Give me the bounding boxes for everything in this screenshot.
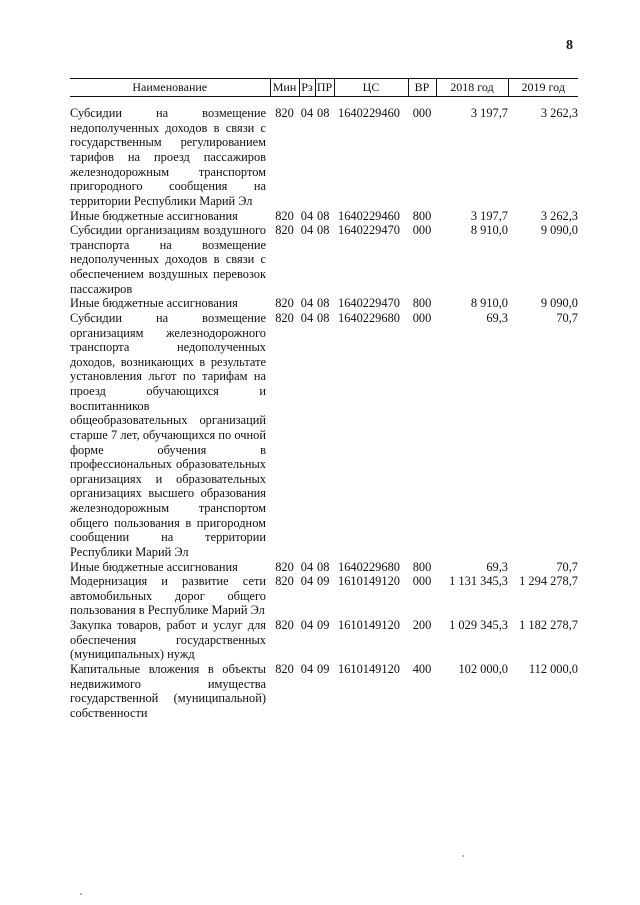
row-cs: 1610149120 bbox=[338, 661, 400, 676]
table-row bbox=[70, 97, 578, 209]
row-2019: 9 090,0 bbox=[540, 223, 578, 238]
row-name: Субсидии на возмещение организациям железнодорожного транспорта недополученных доходов, возникающих в результате установления льгот по тарифам на проезд обучающихся и воспитанников общеобразовательных организаций старше 7 лет, обучающихся по очной форме обучения в профессиональных образовательных организациях и образовательных организациях высшего образования железнодорожным транспортом общего пользования в пригородном сообщении на территории Республики Марий Эл bbox=[70, 310, 266, 559]
header-vr: ВР bbox=[408, 79, 436, 97]
row-2018: 69,3 bbox=[486, 310, 508, 325]
row-vr: 800 bbox=[412, 208, 432, 223]
row-name: Капитальные вложения в объекты недвижимого имущества государственной (муниципальной) собственности bbox=[70, 661, 266, 720]
row-pr: 08 bbox=[317, 106, 330, 121]
row-2018: 102 000,0 bbox=[458, 661, 508, 676]
row-vr: 000 bbox=[412, 106, 432, 121]
header-min: Мин bbox=[270, 79, 299, 97]
row-pr: 08 bbox=[317, 223, 330, 238]
row-2019: 1 182 278,7 bbox=[519, 618, 578, 633]
row-vr: 800 bbox=[412, 559, 432, 574]
row-rz: 04 bbox=[300, 661, 314, 676]
table-header bbox=[70, 79, 578, 97]
header-cs: ЦС bbox=[334, 79, 408, 97]
row-2018: 69,3 bbox=[486, 559, 508, 574]
table-row bbox=[70, 574, 578, 618]
row-vr: 000 bbox=[412, 223, 432, 238]
row-vr: 200 bbox=[412, 618, 432, 633]
row-2018: 1 029 345,3 bbox=[449, 618, 508, 633]
row-vr: 400 bbox=[412, 661, 432, 676]
row-vr: 000 bbox=[412, 310, 432, 325]
row-2019: 9 090,0 bbox=[540, 296, 578, 311]
row-2018: 8 910,0 bbox=[470, 223, 508, 238]
row-2018: 8 910,0 bbox=[470, 296, 508, 311]
row-name: Закупка товаров, работ и услуг для обеспечения государственных (муниципальных) нужд bbox=[70, 618, 266, 662]
row-name: Иные бюджетные ассигнования bbox=[70, 208, 238, 223]
row-rz: 04 bbox=[300, 574, 314, 589]
row-min: 820 bbox=[275, 618, 294, 633]
row-min: 820 bbox=[275, 296, 294, 311]
header-2018: 2018 год bbox=[436, 79, 508, 97]
row-pr: 09 bbox=[317, 661, 330, 676]
row-2019: 1 294 278,7 bbox=[519, 574, 578, 589]
row-2019: 70,7 bbox=[556, 559, 578, 574]
row-2019: 70,7 bbox=[556, 310, 578, 325]
header-pr: ПР bbox=[315, 79, 334, 97]
table-row bbox=[70, 296, 578, 311]
row-2019: 3 262,3 bbox=[540, 106, 578, 121]
row-rz: 04 bbox=[300, 223, 314, 238]
row-name: Иные бюджетные ассигнования bbox=[70, 296, 238, 311]
row-cs: 1640229470 bbox=[338, 223, 400, 238]
row-min: 820 bbox=[275, 310, 294, 325]
row-2019: 112 000,0 bbox=[528, 661, 578, 676]
header-2019: 2019 год bbox=[508, 79, 578, 97]
row-min: 820 bbox=[275, 574, 294, 589]
row-2018: 1 131 345,3 bbox=[449, 574, 508, 589]
row-rz: 04 bbox=[300, 106, 314, 121]
row-cs: 1640229680 bbox=[338, 559, 400, 574]
row-min: 820 bbox=[275, 559, 294, 574]
row-name: Субсидии на возмещение недополученных доходов в связи с государственным регулированием тарифов на проезд пассажиров железнодорожным транспортом пригородного сообщения на территории Республики Марий Эл bbox=[70, 106, 266, 208]
row-pr: 08 bbox=[317, 296, 330, 311]
table-row bbox=[70, 662, 578, 721]
row-pr: 09 bbox=[317, 618, 330, 633]
table-row bbox=[70, 209, 578, 224]
table-row bbox=[70, 560, 578, 575]
table-row bbox=[70, 618, 578, 662]
header-rz: Рз bbox=[299, 79, 315, 97]
row-cs: 1640229460 bbox=[338, 106, 400, 121]
row-vr: 800 bbox=[412, 296, 432, 311]
row-cs: 1640229460 bbox=[338, 208, 400, 223]
scan-speck bbox=[80, 893, 82, 895]
row-min: 820 bbox=[275, 106, 294, 121]
row-min: 820 bbox=[275, 223, 294, 238]
row-rz: 04 bbox=[300, 559, 314, 574]
table-row bbox=[70, 311, 578, 560]
row-rz: 04 bbox=[300, 296, 314, 311]
row-name: Модернизация и развитие сети автомобильных дорог общего пользования в Республике Марий Эл bbox=[70, 574, 266, 618]
table-row bbox=[70, 223, 578, 296]
row-cs: 1610149120 bbox=[338, 618, 400, 633]
row-rz: 04 bbox=[300, 618, 314, 633]
row-cs: 1640229680 bbox=[338, 310, 400, 325]
budget-table bbox=[70, 78, 578, 720]
table-body bbox=[70, 97, 578, 721]
row-cs: 1610149120 bbox=[338, 574, 400, 589]
row-min: 820 bbox=[275, 208, 294, 223]
row-2018: 3 197,7 bbox=[470, 208, 508, 223]
row-vr: 000 bbox=[412, 574, 432, 589]
row-min: 820 bbox=[275, 661, 294, 676]
row-rz: 04 bbox=[300, 310, 314, 325]
row-pr: 08 bbox=[317, 559, 330, 574]
header-name: Наименование bbox=[70, 79, 270, 97]
scan-speck bbox=[462, 855, 464, 857]
row-name: Субсидии организациям воздушного транспорта на возмещение недополученных доходов в связи с обеспечением воздушных перевозок пассажиров bbox=[70, 223, 266, 296]
row-pr: 08 bbox=[317, 310, 330, 325]
page-number: 8 bbox=[566, 38, 573, 53]
row-pr: 08 bbox=[317, 208, 330, 223]
row-cs: 1640229470 bbox=[338, 296, 400, 311]
row-rz: 04 bbox=[300, 208, 314, 223]
row-2019: 3 262,3 bbox=[540, 208, 578, 223]
row-2018: 3 197,7 bbox=[470, 106, 508, 121]
row-pr: 09 bbox=[317, 574, 330, 589]
row-name: Иные бюджетные ассигнования bbox=[70, 559, 238, 574]
